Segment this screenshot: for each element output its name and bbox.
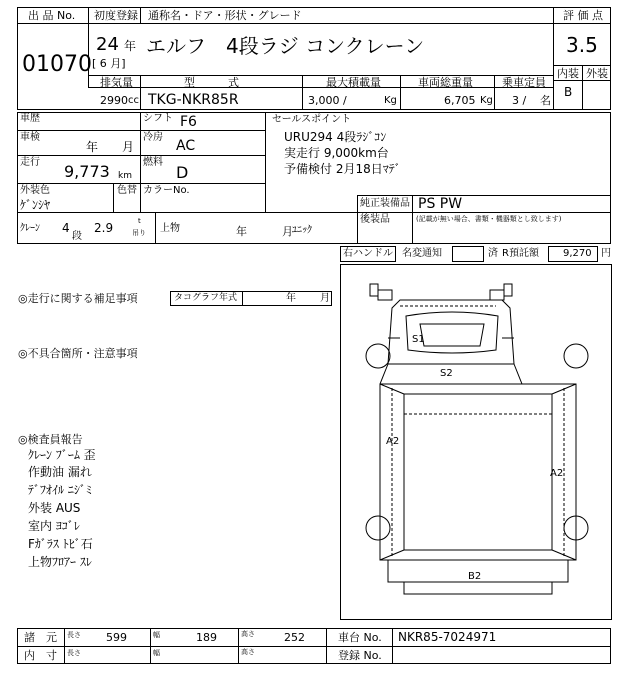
width: 189 [196,631,217,644]
inspector-line-3: ﾃﾞﾌｵｲﾙ ﾆｼﾞﾐ [28,483,92,497]
shift: F6 [180,114,197,130]
crane-capacity-unit-bottom: 吊り [132,229,146,237]
inner-length-label: 長さ [67,649,81,657]
inner-height-label: 高さ [241,648,255,656]
lot-no-label: 出 品 No. [28,9,76,22]
divider [302,75,303,110]
first-reg-label: 初度登録 [94,9,138,22]
inspection-year-unit: 年 [86,140,99,154]
max-load: 3,000 / [308,94,347,107]
ac-label: 冷房 [143,132,163,143]
score: 3.5 [566,33,598,57]
divider [17,183,265,184]
mileage: 9,773 [64,162,110,181]
max-load-unit: Kg [384,95,397,106]
dims-label: 諸 元 [24,631,57,644]
reg-year-unit: 年 [124,39,137,53]
height-label: 高さ [241,630,255,638]
chassis-label: 車台 No. [338,631,382,644]
damage-mark-a2-right: A2 [550,468,564,479]
damage-mark-b2: B2 [468,571,482,582]
divider [553,23,611,24]
divider [400,75,401,110]
length: 599 [106,631,127,644]
inspector-line-1: ｸﾚｰﾝ ﾌﾞｰﾑ 歪 [28,448,96,462]
displacement-label: 排気量 [100,76,133,89]
score-label: 評 価 点 [563,9,603,22]
exterior-label: 外装 [586,67,608,80]
model-code: TKG-NKR85R [148,92,239,108]
driving-remarks-label: ◎走行に関する補足事項 [18,292,138,305]
crane-capacity-unit-top: t [138,217,141,225]
mileage-label: 走行 [20,157,40,168]
divider [17,646,611,647]
damage-mark-a2-left: A2 [386,436,400,447]
fuel-label: 燃料 [143,157,163,168]
gross-weight: 6,705 [444,94,476,107]
genuine-equipment: PS PW [418,196,463,212]
divider [17,23,88,24]
divider [140,75,141,110]
body-month-unit: 月 [282,225,293,238]
body-maker: ﾕﾆｯｸ [292,225,312,236]
divider [113,183,114,212]
crane-label: ｸﾚｰﾝ [20,223,40,234]
divider [392,628,393,664]
defects-label: ◎不具合箇所・注意事項 [18,347,138,360]
lot-no: 01070 [22,52,92,77]
inner-dims-label: 内 寸 [24,649,57,662]
name-change-label: 名変通知 [402,248,442,259]
divider [357,212,611,213]
capacity-label: 乗車定員 [502,76,546,89]
gross-weight-label: 車両総重量 [418,76,473,89]
mileage-unit: km [118,171,132,181]
reg-no-label: 登録 No. [338,649,382,662]
sales-points-label: セールスポイント [272,114,352,125]
damage-mark-s1: S1 [412,334,425,345]
divider [17,155,265,156]
inspector-line-4: 外装 AUS [28,501,81,515]
inspector-line-7: 上物ﾌﾛｱｰ ｽﾚ [28,555,92,569]
divider [88,87,553,88]
ext-color: ｹﾞﾝｼﾔ [20,198,51,212]
inspection-month-unit: 月 [122,140,135,154]
recycle-prefix: 済 [488,248,498,259]
interior-label: 内装 [557,67,579,80]
history-label: 車歴 [20,113,40,124]
divider [140,112,141,212]
color-swap-label: 色替 [117,185,137,196]
inspector-label: ◎検査員報告 [18,433,83,446]
divider [494,75,495,110]
divider [412,195,413,244]
aftermarket-note: (記載が無い場合、書類・機器類とし致します) [416,215,562,223]
divider [155,212,156,244]
divider [150,628,151,664]
chassis-no: NKR85-7024971 [398,630,497,644]
crane-stages: 4 [62,221,70,235]
max-load-label: 最大積載量 [326,76,381,89]
displacement: 2990 [100,94,128,107]
sales-point-1: URU294 4段ﾗｼﾞｺﾝ [284,130,387,144]
reg-month: [ 6 月] [92,57,126,70]
displacement-unit: cc [128,95,139,106]
aftermarket-label: 後装品 [360,214,390,225]
divider [140,7,141,23]
interior-grade: B [564,85,573,99]
name-change-box [452,246,484,262]
damage-mark-s2: S2 [440,368,453,379]
inner-width-label: 幅 [153,649,160,657]
sales-point-3: 予備検付 2月18日ﾏﾃﾞ [284,162,401,176]
divider [64,628,65,664]
capacity-unit: 名 [540,94,551,107]
width-label: 幅 [153,631,160,639]
tacho-label: タコグラフ年式 [174,293,238,303]
recycle-label: R預託額 [502,248,539,259]
gross-weight-unit: Kg [480,95,493,106]
rhd: 右ハンドル [343,248,393,259]
divider [582,65,583,110]
divider [326,628,327,664]
model-desc-label: 通称名・ドア・形状・グレード [148,9,302,22]
capacity: 3 / [512,94,527,107]
recycle-value: 9,270 [563,248,592,259]
divider [265,112,266,212]
body-label: 上物 [160,223,180,234]
divider [88,75,553,76]
color-no-label: カラーNo. [143,185,190,196]
tacho-month-unit: 月 [320,293,330,304]
tacho-year-unit: 年 [286,293,296,304]
fuel: D [176,163,189,182]
crane-stage-unit: 段 [72,231,82,242]
length-label: 長さ [67,631,81,639]
divider [17,130,265,131]
ac: AC [176,138,196,154]
car-name: エルフ 4段ラジ コンクレーン [146,34,425,58]
crane-capacity: 2.9 [94,221,114,235]
inspector-line-6: Fｶﾞﾗｽ ﾄﾋﾞ石 [28,537,93,551]
model-label: 型 式 [184,76,239,89]
ext-color-label: 外装色 [20,185,50,196]
divider [88,23,553,24]
inspection-label: 車検 [20,132,40,143]
inspector-line-2: 作動油 漏れ [28,465,92,479]
reg-year: 24 [96,34,119,55]
divider [238,628,239,664]
truck-damage-diagram [340,264,612,620]
recycle-unit: 円 [601,248,611,259]
divider [242,291,243,306]
shift-label: シフト [143,113,173,124]
genuine-equipment-label: 純正装備品 [360,198,410,209]
body-year-unit: 年 [236,225,247,238]
height: 252 [284,631,305,644]
sales-point-2: 実走行 9,000km台 [284,146,389,160]
inspector-line-5: 室内 ﾖｺﾞﾚ [28,519,80,533]
